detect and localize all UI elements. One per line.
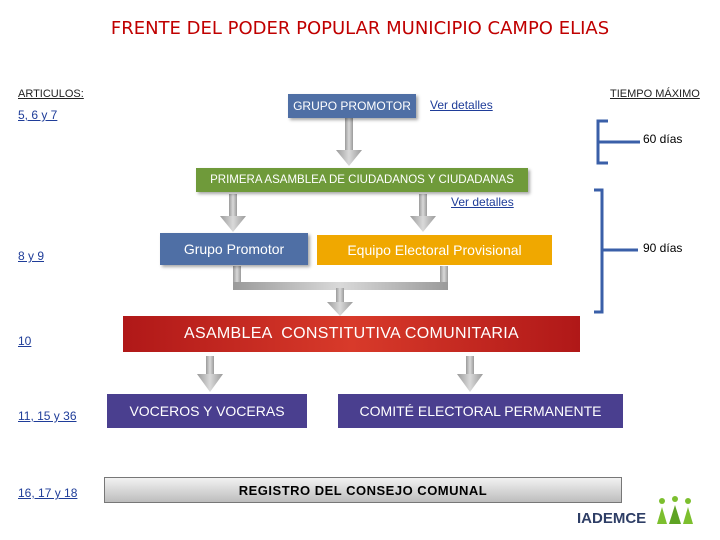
equipo-electoral-label: Equipo Electoral Provisional <box>347 242 522 258</box>
article-link-10[interactable]: 10 <box>18 334 32 348</box>
voceros-label: VOCEROS Y VOCERAS <box>129 403 285 419</box>
asamblea-constitutiva-box <box>123 316 580 352</box>
articulos-label: ARTICULOS: <box>18 88 84 100</box>
comite-label: COMITÉ ELECTORAL PERMANENTE <box>359 403 602 419</box>
arrow-down-5 <box>457 356 483 392</box>
tiempo-maximo-label: TIEMPO MÁXIMO <box>610 88 700 100</box>
article-link-8-9[interactable]: 8 y 9 <box>18 249 45 263</box>
ver-detalles-link-1[interactable]: Ver detalles <box>430 98 493 112</box>
voceros-box <box>107 394 307 428</box>
grupo-promotor-box <box>160 233 308 265</box>
grupo-promotor-label: Grupo Promotor <box>183 241 285 257</box>
merge-connector <box>233 266 448 316</box>
arrow-down-2 <box>220 194 246 232</box>
time-90-dias: 90 días <box>643 241 683 255</box>
arrow-down-3 <box>410 194 436 232</box>
primera-asamblea-box <box>196 168 528 192</box>
registro-box <box>104 477 622 503</box>
grupo-promotor-top-box <box>288 94 416 118</box>
registro-label: REGISTRO DEL CONSEJO COMUNAL <box>238 482 488 498</box>
page-title: FRENTE DEL PODER POPULAR MUNICIPIO CAMPO ELIAS <box>110 18 610 39</box>
time-60-dias: 60 días <box>643 132 683 146</box>
iademce-logo-icon <box>654 494 696 528</box>
equipo-electoral-box <box>317 235 552 265</box>
primera-asamblea-label: PRIMERA ASAMBLEA DE CIUDADANOS Y CIUDADANAS <box>210 174 514 186</box>
ver-detalles-link-2[interactable]: Ver detalles <box>451 195 514 209</box>
bracket-60-dias <box>598 121 640 163</box>
asamblea-constitutiva-label: ASAMBLEA CONSTITUTIVA COMUNITARIA <box>184 325 519 342</box>
arrow-down-1 <box>336 118 362 166</box>
bracket-90-dias <box>594 190 638 312</box>
grupo-promotor-top-label: GRUPO PROMOTOR <box>293 99 411 113</box>
article-link-16-17-18[interactable]: 16, 17 y 18 <box>18 486 78 500</box>
brand-name: IADEMCE <box>577 510 647 527</box>
article-link-5-6-7[interactable]: 5, 6 y 7 <box>18 108 58 122</box>
comite-box <box>338 394 623 428</box>
article-link-11-15-36[interactable]: 11, 15 y 36 <box>18 409 77 423</box>
arrow-down-4 <box>197 356 223 392</box>
